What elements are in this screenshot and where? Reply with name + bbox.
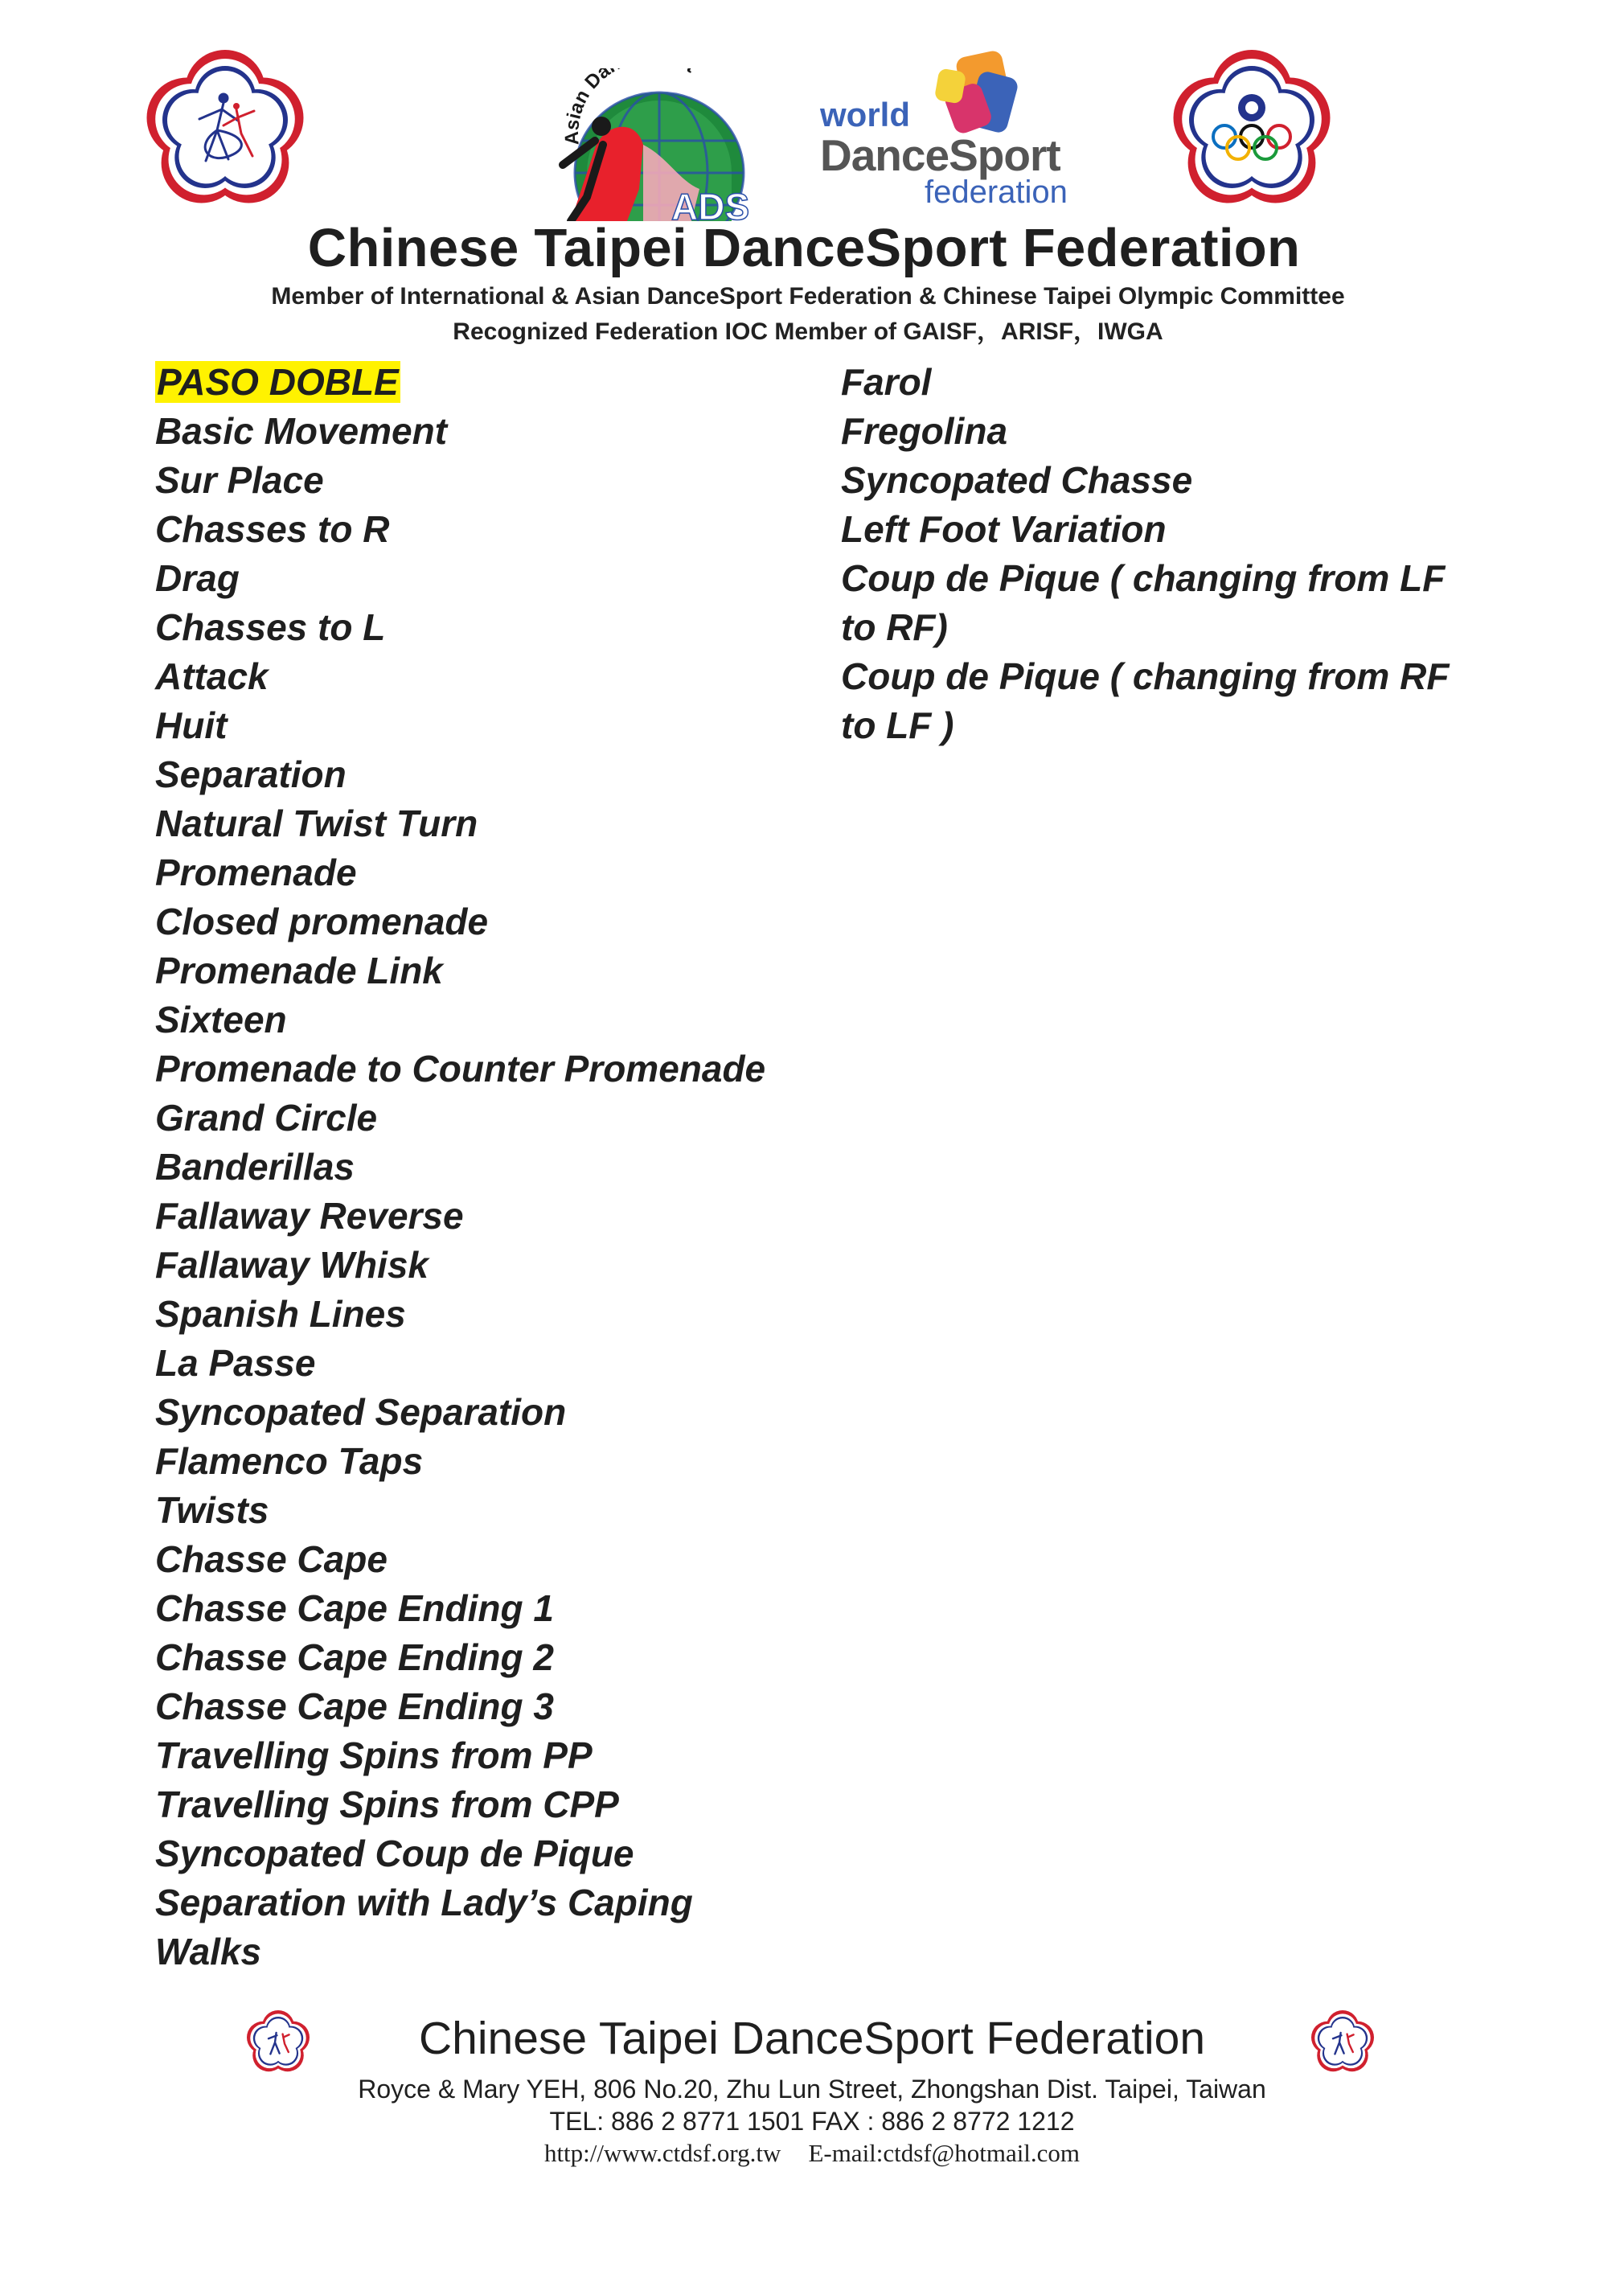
list-item: Attack <box>155 655 269 697</box>
list-item: Fregolina <box>841 410 1008 452</box>
chinese-taipei-olympic-committee-logo <box>1171 50 1332 211</box>
list-item: Travelling Spins from CPP <box>155 1783 619 1825</box>
ads-abbr-text: ADS <box>671 186 750 221</box>
highlighted-heading-text: PASO DOBLE <box>157 361 399 403</box>
wdsf-federation-text: federation <box>925 174 1068 210</box>
list-item: Chasse Cape Ending 1 <box>155 1587 554 1629</box>
wdsf-world-text: world <box>820 96 910 133</box>
footer-address: Royce & Mary YEH, 806 No.20, Zhu Lun Street, Zhongshan Dist. Taipei, Taiwan <box>358 2075 1266 2104</box>
footer-title: Chinese Taipei DanceSport Federation <box>418 2013 1206 2064</box>
list-heading <box>155 358 765 407</box>
figure-list-right-column <box>841 358 1484 750</box>
figure-list-left-column <box>155 358 765 1976</box>
list-item: Huit <box>155 704 228 746</box>
membership-subtitle: Member of International & Asian DanceSport Federation & Chinese Taipei Olympic Committee <box>271 283 1345 310</box>
list-item: Chasses to L <box>155 606 386 648</box>
list-item: Promenade to Counter Promenade <box>155 1048 766 1090</box>
ctdsf-emblem-logo <box>145 50 306 211</box>
ads-arc-text: Asian Da <box>560 68 615 146</box>
list-item: Drag <box>155 557 240 599</box>
email-link[interactable]: E-mail:ctdsf@hotmail.com <box>808 2139 1081 2167</box>
list-item: Syncopated Chasse <box>841 459 1193 501</box>
list-item: La Passe <box>155 1342 316 1384</box>
list-item: Farol <box>841 361 932 403</box>
list-item: Chasses to R <box>155 508 390 550</box>
footer-phone-fax: TEL: 886 2 8771 1501 FAX : 886 2 8772 1212 <box>549 2107 1075 2136</box>
list-item: Twists <box>155 1489 269 1531</box>
list-item: Closed promenade <box>155 901 489 942</box>
list-item: Promenade <box>155 852 357 893</box>
list-item: Grand Circle <box>155 1097 378 1139</box>
list-item: Separation with Lady’s Caping <box>155 1882 693 1923</box>
list-item: Travelling Spins from PP <box>155 1734 593 1776</box>
list-item: Separation <box>155 753 347 795</box>
list-item: Spanish Lines <box>155 1293 406 1335</box>
recognition-subtitle: Recognized Federation IOC Member of GAISF，ARISF，IWGA <box>453 318 1163 345</box>
list-item: Syncopated Separation <box>155 1391 567 1433</box>
list-item: Walks <box>155 1931 262 1972</box>
page-title: Chinese Taipei DanceSport Federation <box>307 218 1301 278</box>
list-item: Syncopated Coup de Pique <box>155 1833 634 1874</box>
list-item: Left Foot Variation <box>841 508 1167 550</box>
website-link[interactable]: http://www.ctdsf.org.tw <box>543 2139 781 2167</box>
list-item: Flamenco Taps <box>155 1440 424 1482</box>
list-item: Basic Movement <box>155 410 448 452</box>
list-item: Chasse Cape Ending 3 <box>155 1685 554 1727</box>
list-item: Promenade Link <box>155 950 443 991</box>
list-item: Fallaway Whisk <box>155 1244 429 1286</box>
asian-dancesport-logo <box>539 68 752 221</box>
list-item: Fallaway Reverse <box>155 1195 464 1237</box>
wdsf-dancesport-text: DanceSport <box>820 130 1060 180</box>
list-item: Natural Twist Turn <box>155 802 478 844</box>
list-item: Banderillas <box>155 1146 355 1188</box>
list-item: Chasse Cape Ending 2 <box>155 1636 554 1678</box>
world-dancesport-federation-logo <box>820 50 1068 210</box>
list-item: Sixteen <box>155 999 287 1041</box>
list-item: Coup de Pique ( changing from LF to RF) <box>841 557 1446 648</box>
list-item: Sur Place <box>155 459 324 501</box>
list-item: Chasse Cape <box>155 1538 388 1580</box>
list-item: Coup de Pique ( changing from RF to LF ) <box>841 655 1450 746</box>
footer-web-email <box>0 2139 1624 2168</box>
